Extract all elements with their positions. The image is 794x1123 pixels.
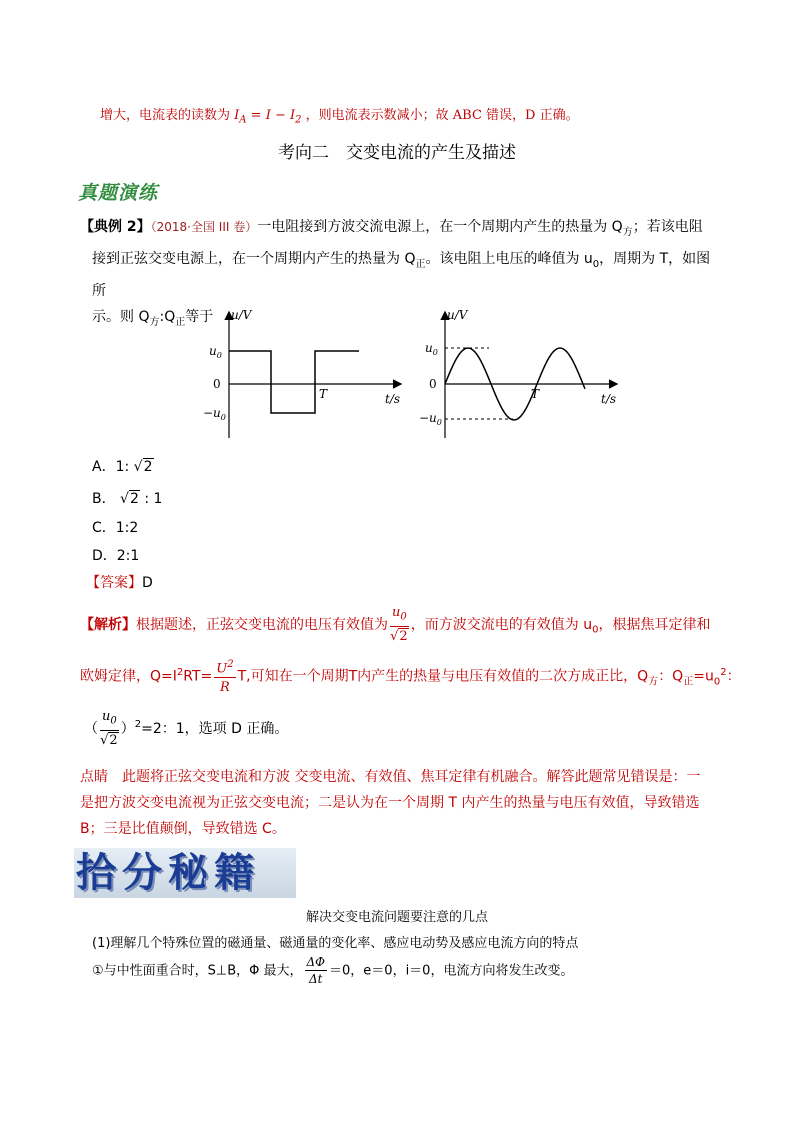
square-wave-graph <box>203 308 400 438</box>
option-b[interactable]: B． √2 : 1 <box>92 491 163 507</box>
tips-title: 解决交变电流问题要注意的几点 <box>305 910 488 925</box>
comment-line-2: 是把方波交变电流视为正弦交变电流；二是认为在一个周期 T 内产生的热量与电压有效值，导致错选 <box>80 795 700 811</box>
tips-banner <box>74 848 296 898</box>
comment-line-1: 点睛 此题将正弦交变电流和方波 交变电流、有效值、焦耳定律有机融合。解答此题常见错误是：一 <box>80 769 701 785</box>
practice-banner: 真题演练 <box>78 182 159 204</box>
option-d[interactable]: D．2:1 <box>92 548 140 564</box>
sine-y-label: u/V <box>447 308 468 322</box>
tips-item-1: (1)理解几个特殊位置的磁通量、磁通量的变化率、感应电动势及感应电流方向的特点 <box>92 936 579 951</box>
sine-wave-graph <box>419 308 616 438</box>
example-label: 【典例 2】 <box>80 219 151 235</box>
waveform-figure <box>195 305 625 445</box>
square-x-label: t/s <box>385 392 401 406</box>
section-title: 考向二 交变电流的产生及描述 <box>278 143 516 163</box>
sine-neg-u0-label: $-u_0$ <box>419 411 442 427</box>
prev-text-part1: 增大，电流表的读数为 <box>100 108 231 123</box>
sine-x-label: t/s <box>601 392 617 406</box>
analysis-line-2: 欧姆定律，$Q=I^2RT=$ $\frac{U^2}{R}$ T,可知在一个周期T内产生的热量与电压有效值的二次方成正比，$Q_方$：$Q_正=u_0^2$： <box>80 656 740 697</box>
square-T-label: T <box>319 387 328 401</box>
sine-T-label: T <box>531 387 540 401</box>
square-wave-line <box>229 351 359 413</box>
example-line-1: 【典例 2】（2018·全国 III 卷）一电阻接到方波交流电源上，在一个周期内产生的热量为 $Q_方$；若该电阻 <box>80 219 703 238</box>
tips-banner-text: 拾分秘籍 <box>76 849 260 896</box>
square-u0-label: $u_0$ <box>209 344 222 360</box>
frac-dphi-dt: $\frac{\Delta\Phi}{\Delta t}$ <box>306 955 326 986</box>
answer-label: 【答案】 <box>86 575 142 591</box>
square-zero-label: 0 <box>213 377 221 391</box>
sine-u0-label: $u_0$ <box>425 341 438 357</box>
example-source: （2018·全国 III 卷） <box>150 220 258 234</box>
comment-block <box>80 764 740 842</box>
analysis-line-3: （ $\frac{u_0}{√2}$ ）$^2$=2：1，选项 D 正确。 <box>84 709 289 748</box>
tips-item-2: ①与中性面重合时，S⊥B，Φ 最大， $\frac{\Delta\Phi}{\Delta t}$ ＝0，e＝0，i＝0，电流方向将发生改变。 <box>92 955 574 986</box>
answer-value: D <box>142 575 153 591</box>
sine-zero-label: 0 <box>429 377 437 391</box>
example-line-3: 示。则 $Q_方:Q_正$等于 <box>92 308 214 328</box>
frac-u2-r: $\frac{U^2}{R}$ <box>214 656 235 697</box>
prev-text-part2: ，则电流表示数减小；故 ABC 错误，D 正确。 <box>305 108 579 123</box>
frac-u0-sqrt2-b: $\frac{u_0}{√2}$ <box>100 709 118 748</box>
prev-formula: $I_A = I - I_2$ <box>234 108 302 126</box>
answer-line <box>86 572 153 592</box>
frac-u0-sqrt2: $\frac{u_0}{√2}$ <box>390 605 408 644</box>
example-line-2: 接到正弦交变电源上，在一个周期内产生的热量为 $Q_正$。该电阻上电压的峰值为 $u_0$，周期为 T，如图所 <box>92 250 711 299</box>
comment-line-3: B；三是比值颠倒，导致错选 C。 <box>80 821 286 837</box>
square-neg-u0-label: $-u_0$ <box>203 406 226 422</box>
prev-answer-line <box>100 104 579 126</box>
option-a[interactable]: A．1: √2 <box>92 459 153 475</box>
analysis-line-1: 【解析】根据题述，正弦交变电流的电压有效值为 $\frac{u_0}{√2}$ ，而方波交流电的有效值为 $u_0$，根据焦耳定律和 <box>80 605 711 644</box>
option-c[interactable]: C．1:2 <box>92 520 139 536</box>
square-y-label: u/V <box>231 308 252 322</box>
